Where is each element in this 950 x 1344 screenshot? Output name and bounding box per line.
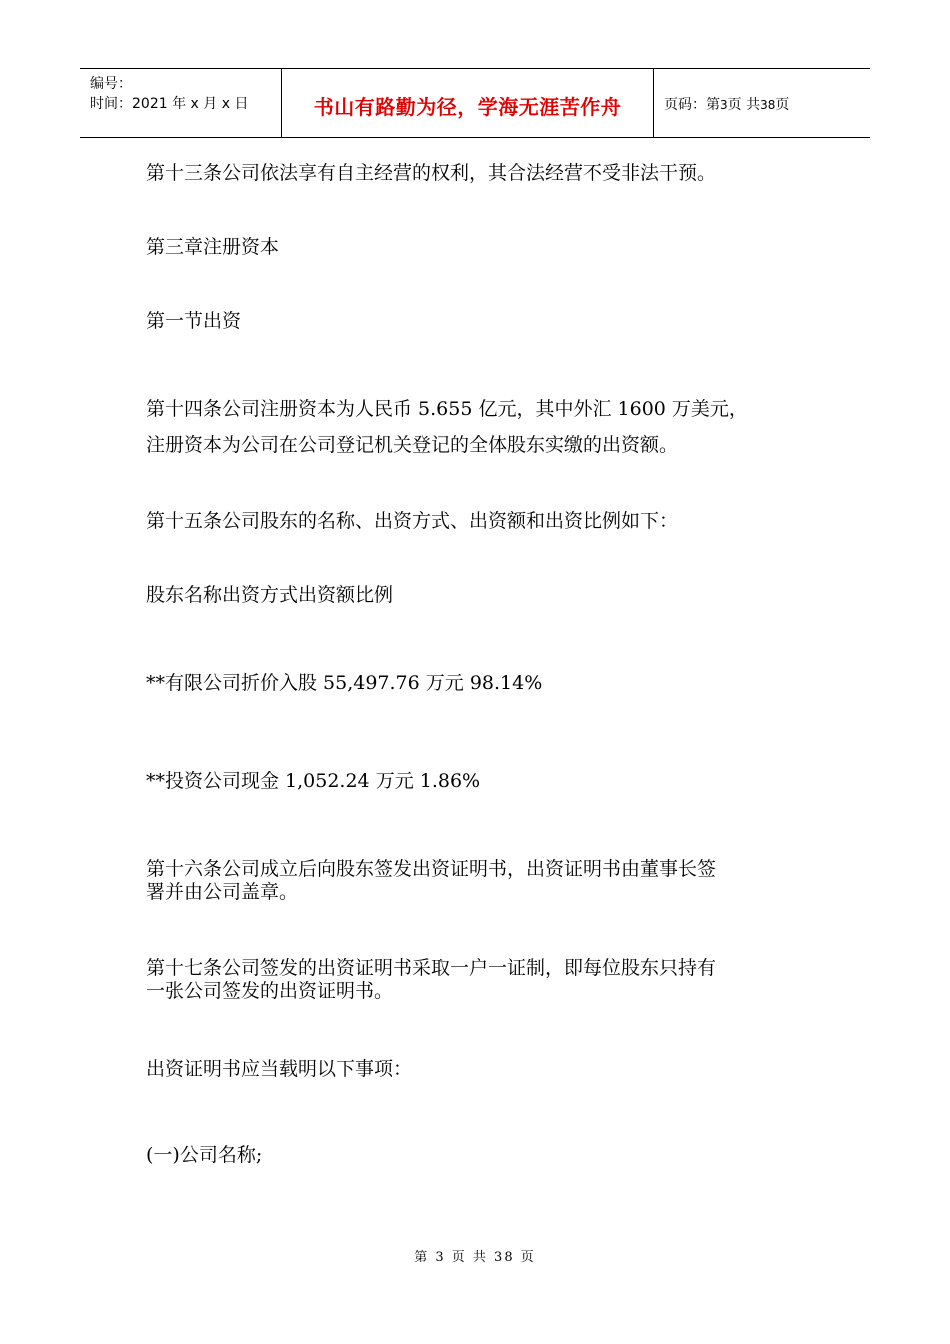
page-current: 3 bbox=[720, 98, 728, 112]
page-mid: 页 共 bbox=[727, 97, 761, 113]
article-14-line1: 第十四条公司注册资本为人民币 5.655 亿元，其中外汇 1600 万美元， bbox=[146, 398, 748, 420]
header-motto-cell bbox=[282, 69, 654, 137]
header-page-cell bbox=[654, 69, 870, 137]
page-header bbox=[80, 68, 870, 138]
header-meta-cell bbox=[80, 69, 282, 137]
shareholder-row-1: **有限公司折价入股 55,497.76 万元 98.14% bbox=[146, 672, 543, 694]
certificate-item-1: (一)公司名称; bbox=[146, 1144, 263, 1166]
article-17-line2: 一张公司签发的出资证明书。 bbox=[146, 980, 394, 1002]
page-suffix: 页 bbox=[775, 97, 790, 113]
article-13: 第十三条公司依法享有自主经营的权利，其合法经营不受非法干预。 bbox=[146, 162, 717, 184]
shareholder-table-header: 股东名称出资方式出资额比例 bbox=[146, 584, 394, 606]
chapter-3-heading: 第三章注册资本 bbox=[146, 236, 280, 258]
section-1-heading: 第一节出资 bbox=[146, 310, 242, 332]
page-footer: 第 3 页 共 38 页 bbox=[414, 1250, 536, 1265]
article-17-line1: 第十七条公司签发的出资证明书采取一户一证制，即每位股东只持有 bbox=[146, 957, 717, 979]
document-code-label: 编号： bbox=[90, 76, 132, 92]
shareholder-row-2: **投资公司现金 1,052.24 万元 1.86% bbox=[146, 770, 481, 792]
header-motto: 书山有路勤为径，学海无涯苦作舟 bbox=[313, 95, 622, 119]
header-page-number bbox=[664, 94, 789, 114]
certificate-items-intro: 出资证明书应当载明以下事项： bbox=[146, 1058, 413, 1080]
page-prefix: 页码：第 bbox=[664, 97, 720, 113]
document-date: 时间：2021 年 x 月 x 日 bbox=[90, 96, 249, 112]
page-total: 38 bbox=[760, 98, 776, 112]
article-14-line2: 注册资本为公司在公司登记机关登记的全体股东实缴的出资额。 bbox=[146, 434, 679, 456]
article-15: 第十五条公司股东的名称、出资方式、出资额和出资比例如下： bbox=[146, 510, 679, 532]
article-16-line1: 第十六条公司成立后向股东签发出资证明书，出资证明书由董事长签 bbox=[146, 858, 717, 880]
article-16-line2: 署并由公司盖章。 bbox=[146, 881, 299, 903]
